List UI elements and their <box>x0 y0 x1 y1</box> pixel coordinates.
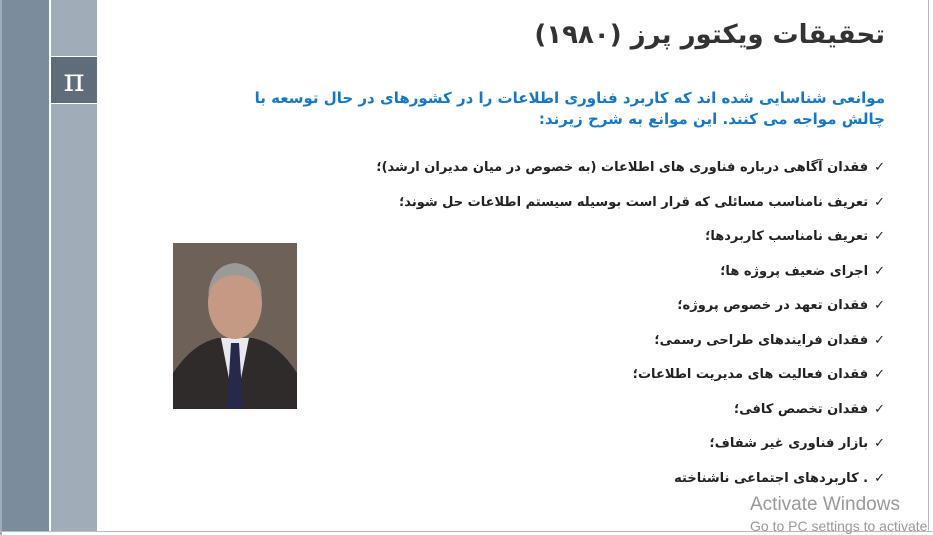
list-item: ✓فقدان فرایندهای طراحی رسمی؛ <box>654 332 885 348</box>
list-item: ✓فقدان تخصص کافی؛ <box>734 401 885 417</box>
intro-text: موانعی شناسایی شده اند که کاربرد فناوری اطلاعات را در کشورهای در حال توسعه با چالش مواجه می کنند. این موانع به شرح زیرند: <box>254 89 885 128</box>
check-icon: ✓ <box>874 160 885 175</box>
activation-watermark: Activate Windows Go to PC settings to activate <box>750 494 928 534</box>
list-item: ✓تعریف نامناسب کاربردها؛ <box>705 229 885 244</box>
list-item: ✓تعریف نامناسب مسائلی که قرار است بوسیله سیستم اطلاعات حل شوند؛ <box>399 194 885 210</box>
pi-icon: π <box>51 56 97 104</box>
check-icon: ✓ <box>874 436 885 451</box>
side-band-dark <box>2 0 49 532</box>
list-item: ✓اجرای ضعیف پروژه ها؛ <box>720 263 885 279</box>
check-icon: ✓ <box>874 367 885 382</box>
slide-title: تحقیقات ویکتور پرز (۱۹۸۰) <box>534 20 885 50</box>
list-item: ✓فقدان فعالیت های مدیریت اطلاعات؛ <box>632 367 885 382</box>
slide-border <box>928 0 929 532</box>
check-icon: ✓ <box>874 332 885 348</box>
check-icon: ✓ <box>874 298 885 313</box>
list-item: ✓فقدان تعهد در خصوص پروژه؛ <box>677 298 885 313</box>
check-icon: ✓ <box>874 229 885 244</box>
check-icon: ✓ <box>874 194 885 210</box>
portrait-photo <box>173 243 297 409</box>
list-item: ✓. کاربردهای اجتماعی ناشناخته <box>674 470 885 486</box>
list-item: ✓فقدان آگاهی درباره فناوری های اطلاعات (به خصوص در میان مدیران ارشد)؛ <box>376 160 885 175</box>
check-icon: ✓ <box>874 263 885 279</box>
check-icon: ✓ <box>874 401 885 417</box>
barrier-list <box>376 160 885 505</box>
check-icon: ✓ <box>874 470 885 486</box>
list-item: ✓بازار فناوری غیر شفاف؛ <box>709 436 885 451</box>
